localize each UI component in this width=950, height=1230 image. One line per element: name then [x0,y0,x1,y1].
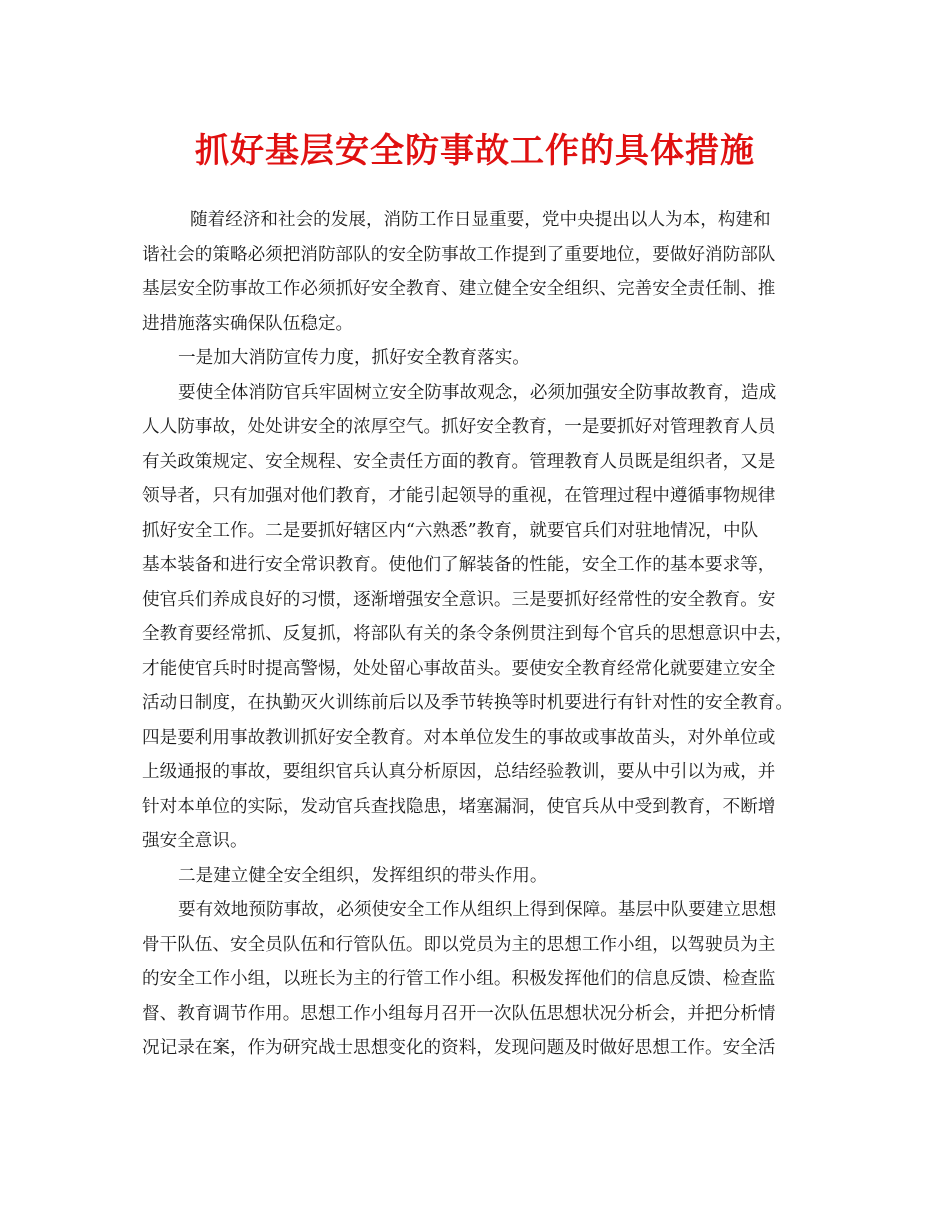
text-line: 要有效地预防事故，必须使安全工作从组织上得到保障。基层中队要建立思想 [178,900,777,920]
text-line: 四是要利用事故教训抓好安全教育。对本单位发生的事故或事故苗头，对外单位或 [142,727,776,748]
text-line: 全教育要经常抓、反复抓，将部队有关的条令条例贯注到每个官兵的思想意识中去， [142,624,793,644]
text-line: 基层安全防事故工作必须抓好安全教育、建立健全安全组织、完善安全责任制、推 [142,279,776,299]
document-title: 抓好基层安全防事故工作的具体措施 [195,131,755,171]
text-line: 的安全工作小组，以班长为主的行管工作小组。积极发挥他们的信息反馈、检查监 [142,969,776,989]
text-line: 二是建立健全安全组织，发挥组织的带头作用。 [178,865,548,886]
document-body [142,203,820,1066]
text-line: 针对本单位的实际，发动官兵查找隐患，堵塞漏洞，使官兵从中受到教育，不断增 [142,796,776,817]
text-line: 抓好安全工作。二是要抓好辖区内“六熟悉”教育，就要官兵们对驻地情况，中队 [142,520,759,541]
text-line: 使官兵们养成良好的习惯，逐渐增强安全意识。三是要抓好经常性的安全教育。安 [142,589,776,610]
text-line: 一是加大消防宣传力度，抓好安全教育落实。 [178,348,530,368]
text-line: 骨干队伍、安全员队伍和行管队伍。即以党员为主的思想工作小组，以驾驶员为主 [142,934,776,955]
text-line: 谐社会的策略必须把消防部队的安全防事故工作提到了重要地位，要做好消防部队 [142,244,776,265]
text-line: 随着经济和社会的发展，消防工作日显重要，党中央提出以人为本，构建和 [190,210,771,230]
text-line: 强安全意识。 [142,831,248,851]
text-line: 况记录在案，作为研究战士思想变化的资料，发现问题及时做好思想工作。安全活 [142,1038,776,1058]
text-line: 有关政策规定、安全规程、安全责任方面的教育。管理教育人员既是组织者，又是 [142,451,776,472]
text-line: 进措施落实确保队伍稳定。 [142,313,354,334]
text-line: 上级通报的事故，要组织官兵认真分析原因，总结经验教训，要从中引以为戒，并 [142,762,776,782]
text-line: 人人防事故，处处讲安全的浓厚空气。抓好安全教育，一是要抓好对管理教育人员 [142,417,776,437]
text-line: 活动日制度，在执勤灭火训练前后以及季节转换等时机要进行有针对性的安全教育。 [142,693,793,713]
text-line: 才能使官兵时时提高警惕，处处留心事故苗头。要使安全教育经常化就要建立安全 [142,658,776,679]
text-line: 要使全体消防官兵牢固树立安全防事故观念，必须加强安全防事故教育，造成 [178,382,777,403]
text-line: 基本装备和进行安全常识教育。使他们了解装备的性能，安全工作的基本要求等， [142,555,776,575]
text-line: 督、教育调节作用。思想工作小组每月召开一次队伍思想状况分析会，并把分析情 [142,1003,776,1024]
text-line: 领导者，只有加强对他们教育，才能引起领导的重视，在管理过程中遵循事物规律 [142,486,776,506]
